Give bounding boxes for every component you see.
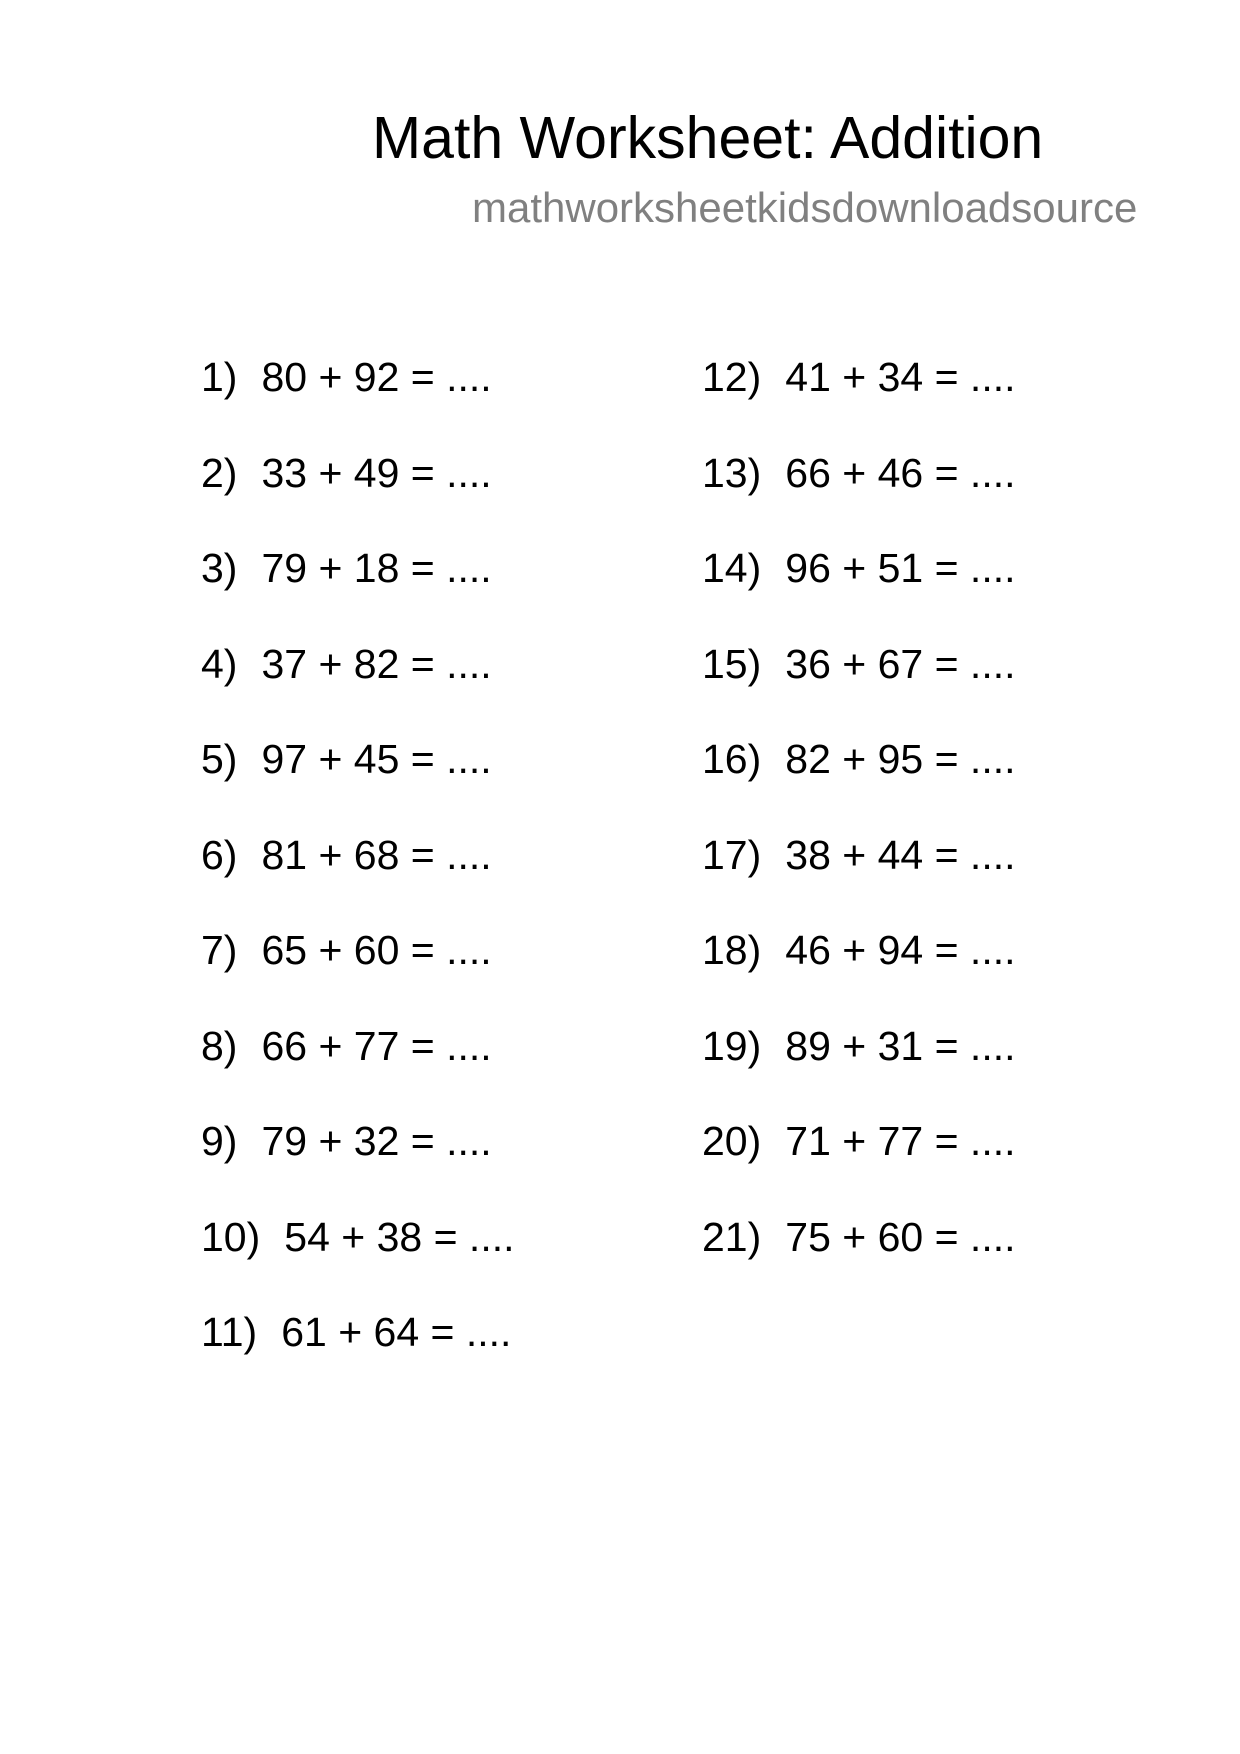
problem-expression: 61 + 64 = .... [281,1309,512,1355]
problem-column-left [201,345,515,1396]
problem-item [201,441,515,537]
problem-number: 3) [201,545,238,591]
problem-expression: 96 + 51 = .... [785,545,1016,591]
problem-expression: 41 + 34 = .... [785,354,1016,400]
problem-number: 12) [702,354,762,400]
worksheet-title: Math Worksheet: Addition [372,105,1044,171]
problem-expression: 89 + 31 = .... [785,1022,1016,1069]
problem-item [201,823,515,919]
problem-expression: 75 + 60 = .... [785,1213,1016,1260]
problem-item [201,345,515,441]
worksheet-source: mathworksheetkidsdownloadsource [472,184,1138,231]
problem-expression: 79 + 32 = .... [261,1118,492,1164]
problem-number: 16) [702,736,762,782]
problem-number: 2) [201,449,238,496]
problem-item [702,441,1016,537]
problem-expression: 80 + 92 = .... [261,354,492,400]
problem-number: 18) [702,927,762,973]
problem-number: 7) [201,927,238,973]
problem-item [201,1014,515,1110]
problem-item [201,536,515,632]
problem-number: 4) [201,640,238,687]
problem-number: 11) [201,1309,258,1355]
problem-number: 14) [702,545,762,591]
problem-expression: 97 + 45 = .... [261,736,492,782]
problem-item [201,632,515,728]
problem-number: 21) [702,1213,762,1260]
problem-item [702,1109,1016,1205]
problem-expression: 36 + 67 = .... [785,640,1016,687]
problem-expression: 65 + 60 = .... [261,927,492,973]
problem-expression: 66 + 46 = .... [785,449,1016,496]
problem-expression: 33 + 49 = .... [261,449,492,496]
problem-number: 6) [201,831,238,878]
problem-item [201,1300,515,1396]
problem-expression: 46 + 94 = .... [785,927,1016,973]
problem-number: 10) [201,1213,261,1260]
problem-number: 19) [702,1022,762,1069]
problem-number: 8) [201,1022,238,1069]
problem-number: 15) [702,640,762,687]
problem-item [702,727,1016,823]
problem-item [201,727,515,823]
problem-item [201,1109,515,1205]
problem-expression: 82 + 95 = .... [785,736,1016,782]
problem-expression: 37 + 82 = .... [261,640,492,687]
problem-item [702,823,1016,919]
problem-item [201,918,515,1014]
problem-number: 5) [201,736,238,782]
problem-number: 1) [201,354,238,400]
problem-expression: 54 + 38 = .... [284,1213,515,1260]
problem-item [201,1205,515,1301]
problem-expression: 79 + 18 = .... [261,545,492,591]
problem-expression: 66 + 77 = .... [261,1022,492,1069]
problem-column-right [702,345,1016,1300]
problem-number: 13) [702,449,762,496]
problem-number: 20) [702,1118,762,1164]
problem-expression: 71 + 77 = .... [785,1118,1016,1164]
problem-item [702,632,1016,728]
problem-expression: 38 + 44 = .... [785,831,1016,878]
problem-item [702,345,1016,441]
problem-item [702,1205,1016,1301]
problem-item [702,536,1016,632]
problem-item [702,1014,1016,1110]
problem-number: 17) [702,831,762,878]
problem-number: 9) [201,1118,238,1164]
problem-item [702,918,1016,1014]
problem-expression: 81 + 68 = .... [261,831,492,878]
